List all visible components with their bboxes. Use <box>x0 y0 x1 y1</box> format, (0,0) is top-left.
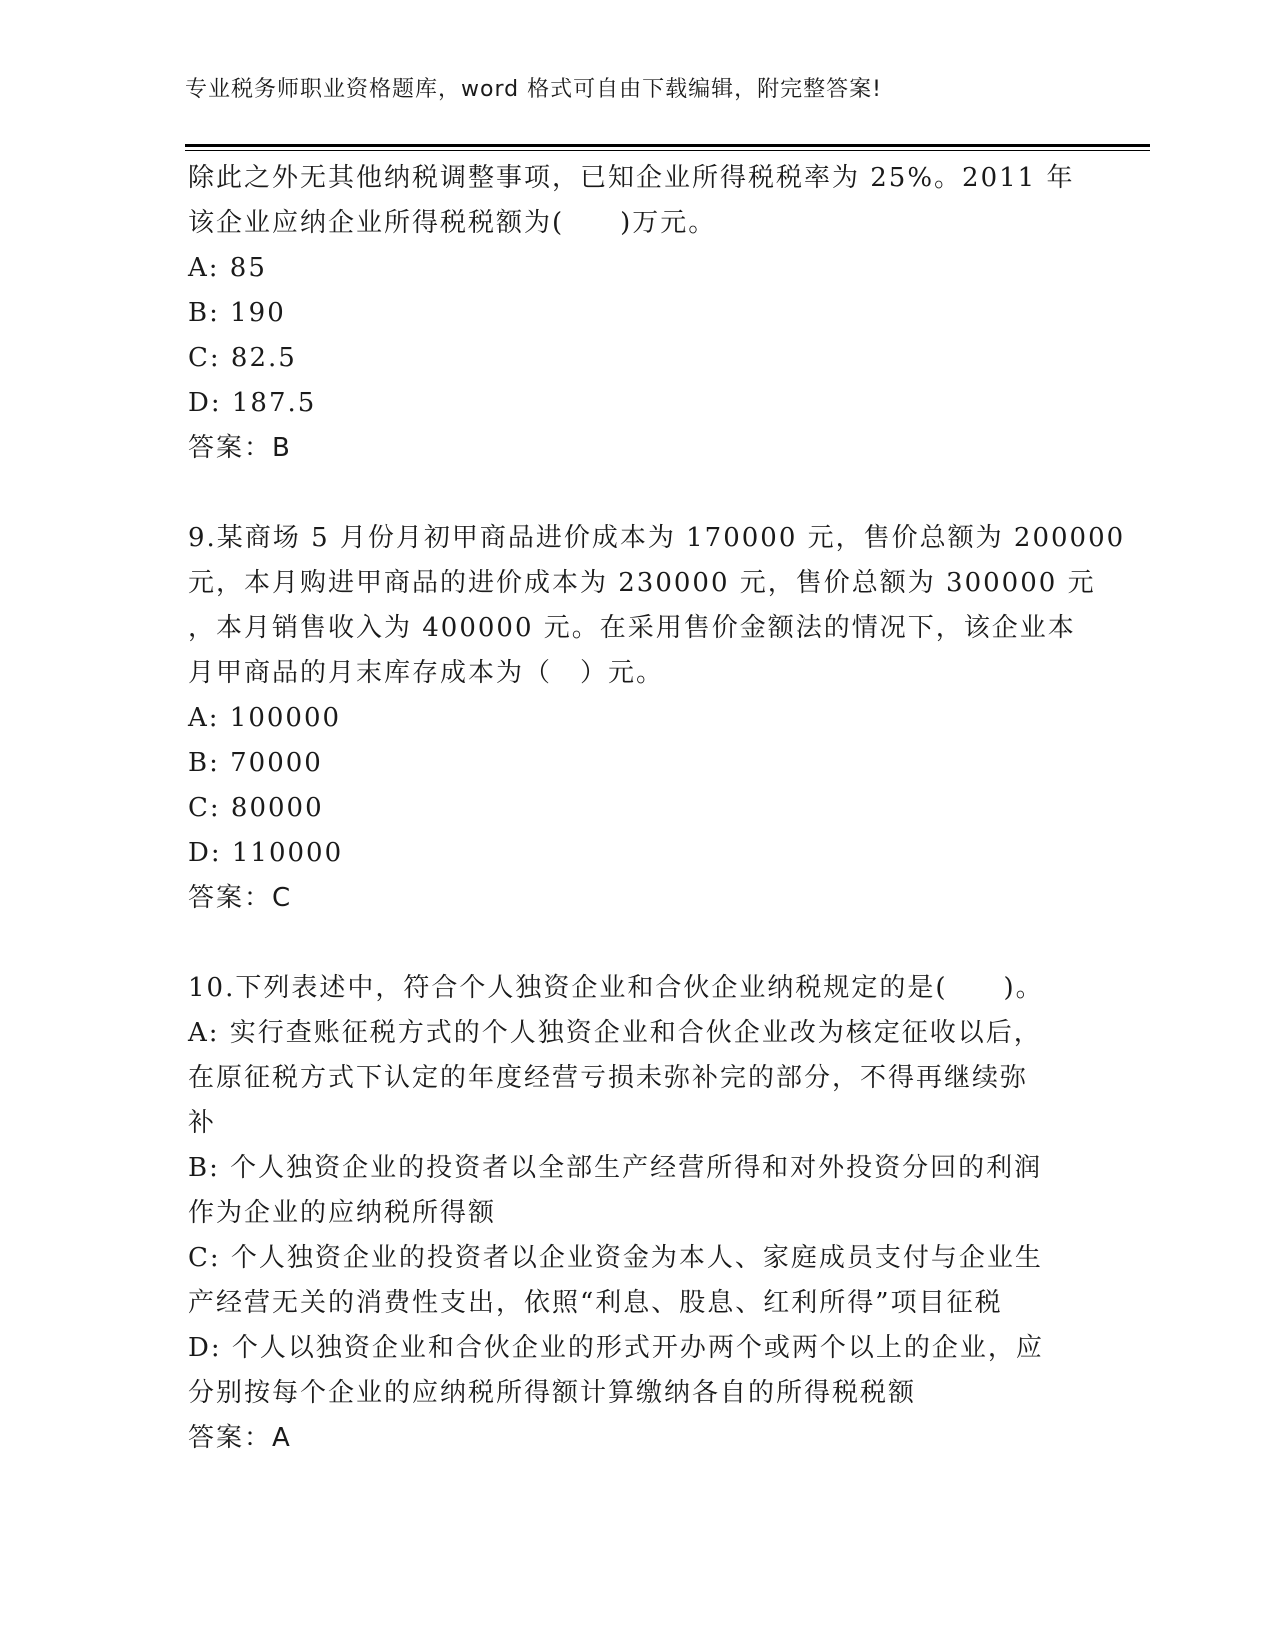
question-text-line: ，本月销售收入为 400000 元。在采用售价金额法的情况下，该企业本 <box>188 613 1076 643</box>
question-text-line: 月甲商品的月末库存成本为（ ）元。 <box>188 658 665 688</box>
option-d: D: 110000 <box>188 838 344 868</box>
spacer <box>188 471 1088 516</box>
option-a: A: 100000 <box>188 703 342 733</box>
question-text-line: 9.某商场 5 月份月初甲商品进价成本为 170000 元，售价总额为 200000 <box>188 523 1126 553</box>
question-text-line: 该企业应纳企业所得税税额为( )万元。 <box>188 208 717 238</box>
option-b-line: B: 个人独资企业的投资者以全部生产经营所得和对外投资分回的利润 <box>188 1153 1043 1183</box>
answer-label: 答案：A <box>188 1423 292 1453</box>
option-b: B: 190 <box>188 298 286 328</box>
option-d-line: D: 个人以独资企业和合伙企业的形式开办两个或两个以上的企业，应 <box>188 1333 1044 1363</box>
spacer <box>188 921 1088 966</box>
option-a-line: 补 <box>188 1108 217 1138</box>
option-d-line: 分别按每个企业的应纳税所得额计算缴纳各自的所得税税额 <box>188 1378 917 1408</box>
option-a-line: A: 实行查账征税方式的个人独资企业和合伙企业改为核定征收以后， <box>188 1018 1042 1048</box>
option-b: B: 70000 <box>188 748 323 778</box>
document-body <box>188 156 1126 1461</box>
option-d: D: 187.5 <box>188 388 317 418</box>
header-rule-thin <box>185 150 1150 151</box>
question-8 <box>188 156 1088 471</box>
answer-label: 答案：B <box>188 433 292 463</box>
option-a: A: 85 <box>188 253 267 283</box>
option-a-line: 在原征税方式下认定的年度经营亏损未弥补完的部分，不得再继续弥 <box>188 1063 1029 1093</box>
option-c: C: 82.5 <box>188 343 297 373</box>
option-c-line: 产经营无关的消费性支出，依照“利息、股息、红利所得”项目征税 <box>188 1288 1003 1318</box>
option-c: C: 80000 <box>188 793 324 823</box>
option-c-line: C: 个人独资企业的投资者以企业资金为本人、家庭成员支付与企业生 <box>188 1243 1043 1273</box>
question-9 <box>188 516 1126 921</box>
answer-label: 答案：C <box>188 883 293 913</box>
header-rule-thick <box>185 144 1150 147</box>
page-header: 专业税务师职业资格题库，word 格式可自由下载编辑，附完整答案! <box>185 77 882 102</box>
question-text-line: 10.下列表述中，符合个人独资企业和合伙企业纳税规定的是( )。 <box>188 973 1044 1003</box>
question-text-line: 除此之外无其他纳税调整事项，已知企业所得税税率为 25%。2011 年 <box>188 163 1075 193</box>
option-b-line: 作为企业的应纳税所得额 <box>188 1198 497 1228</box>
question-10 <box>188 966 1088 1461</box>
question-text-line: 元，本月购进甲商品的进价成本为 230000 元，售价总额为 300000 元 <box>188 568 1096 598</box>
